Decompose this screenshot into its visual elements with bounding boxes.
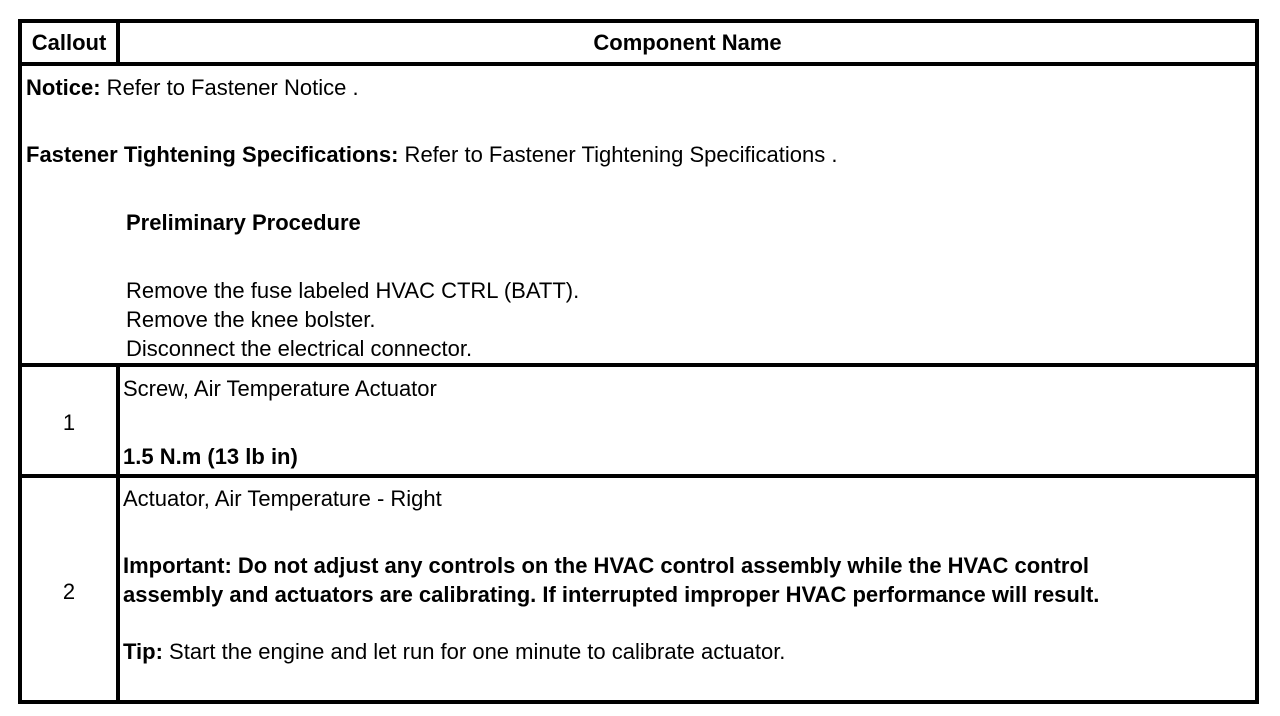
notice-label: Notice:: [26, 75, 101, 100]
header-component-name: Component Name: [593, 30, 782, 55]
fastener-spec-label: Fastener Tightening Specifications:: [26, 142, 399, 167]
torque-spec: 1.5 N.m (13 lb in): [123, 444, 298, 469]
header-callout: Callout: [31, 30, 107, 55]
procedure-step: Remove the knee bolster.: [126, 307, 376, 332]
preliminary-procedure-title: Preliminary Procedure: [126, 210, 361, 235]
tip-line: [123, 637, 785, 666]
component-name: Actuator, Air Temperature - Right: [123, 486, 442, 511]
notice-text: Refer to Fastener Notice .: [100, 75, 359, 100]
row1-rule: [22, 474, 1255, 478]
notice-line: [26, 73, 359, 102]
important-note-line: Important: Do not adjust any controls on the HVAC control assembly while the HVAC control: [123, 553, 1090, 578]
row1-divider: [116, 367, 120, 474]
callout-number: 2: [62, 579, 76, 604]
component-name: Screw, Air Temperature Actuator: [123, 376, 437, 401]
tip-text: Start the engine and let run for one minute to calibrate actuator.: [162, 639, 786, 664]
important-note-line: assembly and actuators are calibrating. If interrupted improper HVAC performance will result.: [123, 582, 1100, 607]
fastener-spec-line: [26, 140, 837, 169]
fastener-spec-text: Refer to Fastener Tightening Specifications .: [398, 142, 838, 167]
notice-rule: [22, 363, 1255, 367]
procedure-step: Remove the fuse labeled HVAC CTRL (BATT).: [126, 278, 580, 303]
row2-divider: [116, 478, 120, 704]
callout-number: 1: [62, 410, 76, 435]
header-rule: [22, 62, 1255, 66]
procedure-step: Disconnect the electrical connector.: [126, 336, 473, 361]
tip-label: Tip:: [123, 639, 163, 664]
component-table: [18, 19, 1259, 704]
